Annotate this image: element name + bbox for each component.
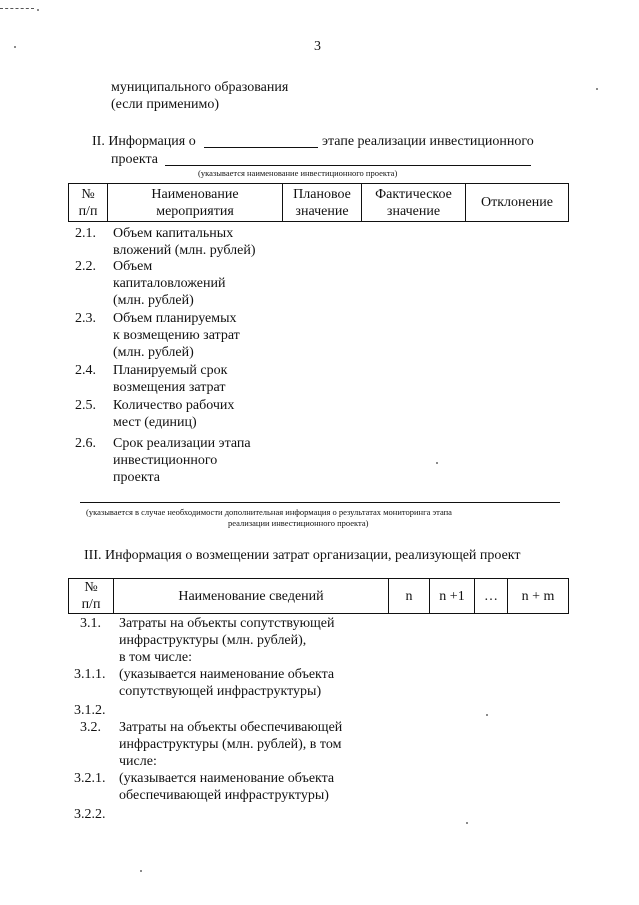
section2-title-part1: II. Информация о [92,134,196,149]
row-text-line: Затраты на объекты обеспечивающей [119,720,343,735]
row-text-line: мест (единиц) [113,415,197,430]
row-number: 2.2. [75,259,96,274]
table-row [0,397,639,431]
page-number: 3 [314,39,321,54]
row-number: 3.1.1. [74,667,106,682]
section3-table-header [68,578,569,614]
table-row [0,258,639,309]
table-row [0,770,639,804]
scan-speck [596,88,598,90]
section2-footnote-line [80,502,560,503]
row-number: 2.5. [75,398,96,413]
row-number: 3.1.2. [74,703,106,718]
scan-speck [140,870,142,872]
row-text-line: Количество рабочих [113,398,235,413]
row-number: 2.4. [75,363,96,378]
col-ellipsis: … [475,579,508,614]
row-text-line: Затраты на объекты сопутствующей [119,616,335,631]
col-number: № п/п [69,579,114,614]
row-number: 3.2.2. [74,807,106,822]
col-n-plus-m: n + m [508,579,569,614]
section2-title-line2: проекта [111,152,158,167]
table-row [0,615,639,666]
row-text-line: Объем [113,259,153,274]
header-line-1: муниципального образования [111,80,289,95]
row-text-line: сопутствующей инфраструктуры) [119,684,322,699]
table-row [0,702,639,719]
row-text-line: проекта [113,470,160,485]
col-name: Наименование мероприятия [108,184,283,222]
section2-project-line [165,165,531,166]
section2-footnote-line-2: реализации инвестиционного проекта) [228,518,369,528]
table-row [0,806,639,823]
row-text-line: инвестиционного [113,453,218,468]
section2-table-header [68,183,569,222]
section3-title: III. Информация о возмещении затрат организации, реализующей проект [84,548,521,563]
row-text-line: вложений (млн. рублей) [113,243,256,258]
table-row [0,225,639,259]
row-text-line: возмещения затрат [113,380,226,395]
section2-caption: (указывается наименование инвестиционного проекта) [198,168,398,178]
row-text-line: (указывается наименование объекта [119,667,335,682]
row-text-line: (указывается наименование объекта [119,771,335,786]
table-row [0,435,639,486]
row-text-line: (млн. рублей) [113,345,194,360]
row-text-line: капиталовложений [113,276,226,291]
row-number: 2.6. [75,436,96,451]
table-row [0,310,639,361]
row-text-line: (млн. рублей) [113,293,194,308]
col-deviation: Отклонение [466,184,569,222]
row-number: 3.2. [80,720,101,735]
row-number: 3.2.1. [74,771,106,786]
col-actual: Фактическое значение [362,184,466,222]
section2-blank-line [204,147,318,148]
row-number: 3.1. [80,616,101,631]
row-text-line: в том числе: [119,650,192,665]
table-row [0,719,639,770]
row-number: 2.1. [75,226,96,241]
row-text-line: Объем капитальных [113,226,234,241]
table-row [0,362,639,396]
row-text-line: Планируемый срок [113,363,228,378]
col-number: № п/п [69,184,108,222]
table-row [0,666,639,700]
row-text-line: обеспечивающей инфраструктуры) [119,788,329,803]
row-text-line: Объем планируемых [113,311,237,326]
scan-mark [0,8,34,9]
col-n: n [389,579,430,614]
col-name: Наименование сведений [114,579,389,614]
col-n-plus-1: n +1 [430,579,475,614]
row-number: 2.3. [75,311,96,326]
scan-speck [37,9,39,11]
row-text-line: инфраструктуры (млн. рублей), в том [119,737,342,752]
row-text-line: инфраструктуры (млн. рублей), [119,633,307,648]
section2-footnote-line-1: (указывается в случае необходимости дополнительная информация о результатах мониторинга этапа [86,507,452,517]
header-line-2: (если применимо) [111,97,219,112]
row-text-line: Срок реализации этапа [113,436,251,451]
section2-title-part2: этапе реализации инвестиционного [322,134,534,149]
scan-speck [14,46,16,48]
col-planned: Плановое значение [283,184,362,222]
row-text-line: числе: [119,754,157,769]
row-text-line: к возмещению затрат [113,328,240,343]
